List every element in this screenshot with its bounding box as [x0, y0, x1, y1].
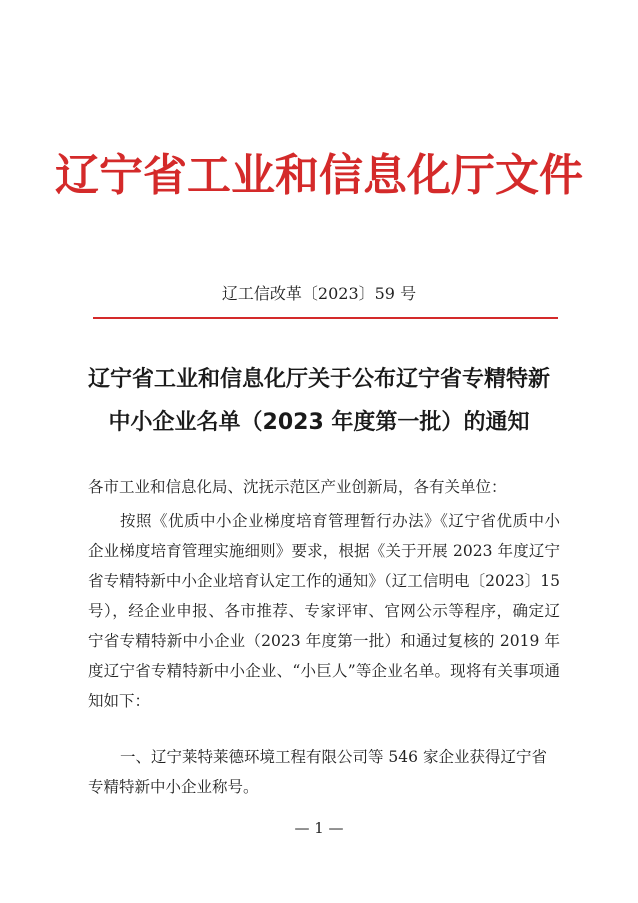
body-paragraph-2: 一、辽宁莱特莱德环境工程有限公司等 546 家企业获得辽宁省专精特新中小企业称号。: [88, 748, 547, 796]
notice-title-line-2: 中小企业名单（2023 年度第一批）的通知: [108, 410, 530, 435]
document-number: 辽工信改革〔2023〕59 号: [221, 284, 417, 303]
page-number: — 1 —: [294, 819, 344, 837]
masthead-title: 辽宁省工业和信息化厅文件: [55, 150, 583, 201]
notice-title: [60, 358, 578, 444]
body-paragraph-1: 按照《优质中小企业梯度培育管理暂行办法》《辽宁省优质中小企业梯度培育管理实施细则》要求，根据《关于开展 2023 年度辽宁省专精特新中小企业培育认定工作的通知》（辽工信明电〔2023〕15 号），经企业申报、各市推荐、专家评审、官网公示等程序，确定辽宁省专精特新中小企业（2023 年度第一批）和通过复核的 2019 年度辽宁省专精特新中小企业、“小巨人”等企业名单。现将有关事项通知如下：: [88, 512, 560, 710]
red-divider: [93, 317, 558, 319]
notice-title-line-1: 辽宁省工业和信息化厅关于公布辽宁省专精特新: [87, 367, 550, 392]
addressee-line: 各市工业和信息化局、沈抚示范区产业创新局，各有关单位：: [88, 478, 507, 496]
